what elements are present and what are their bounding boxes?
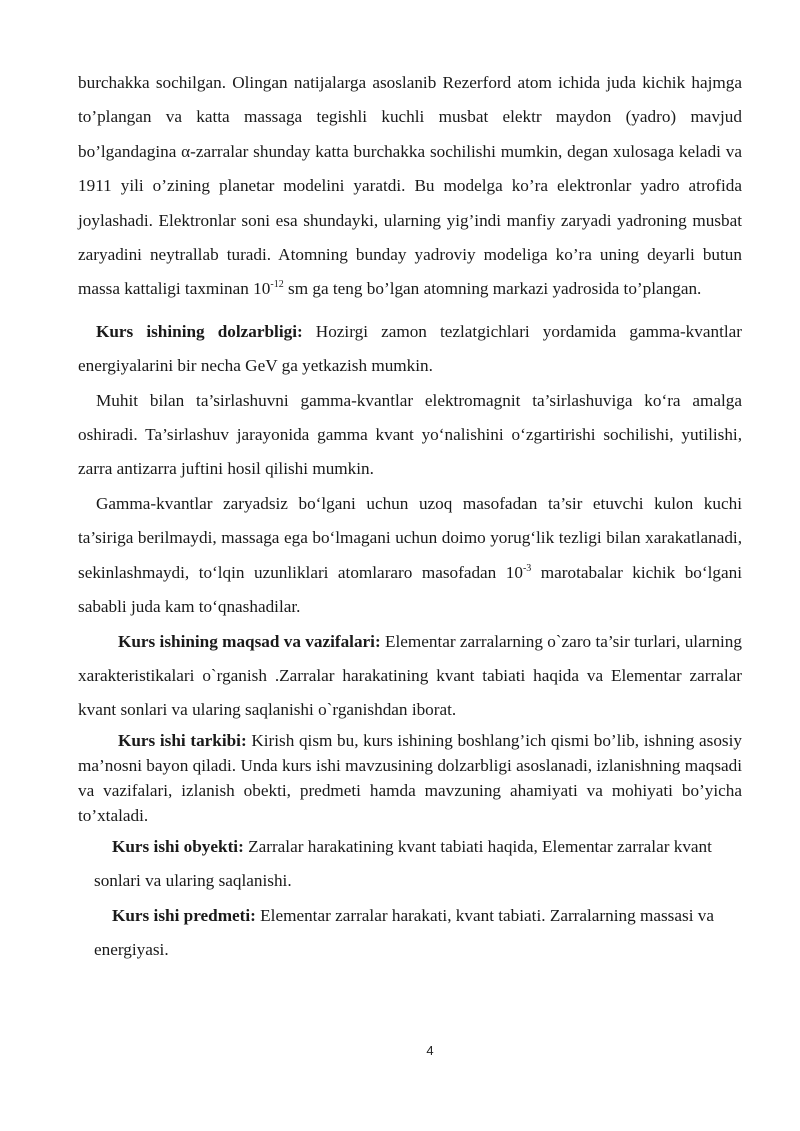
paragraph-text: Gamma-kvantlar zaryadsiz bo‘lgani uchun uzoq masofadan ta’sir etuvchi kulon kuchi ta’siriga berilmaydi, massaga ega bo‘lmagani uchun doimo yorug‘lik tezligi bilan xarakatlanadi, sekinlashmaydi, to‘lqin uzunliklari atomlararo masofadan 10 [78,493,742,582]
section-label-relevance: Kurs ishining dolzarbligi: [96,321,303,341]
paragraph-structure [78,728,742,828]
section-label-object: Kurs ishi obyekti: [112,836,244,856]
paragraph-text: Zarralar harakatining kvant tabiati haqida, Elementar zarralar kvant sonlari va ularing saqlanishi. [94,836,712,891]
section-label-goals: Kurs ishining maqsad va vazifalari: [118,631,381,651]
paragraph-subject [94,899,734,968]
paragraph-object [94,830,734,899]
paragraph-text: Muhit bilan ta’sirlashuvni gamma-kvantlar elektromagnit ta’sirlashuviga ko‘ra amalga oshiradi. Ta’sirlashuv jarayonida gamma kvant yo‘nalishini o‘zgartirishi sochilishi, yutilishi, zarra antizarra juftini hosil qilishi mumkin. [78,390,742,479]
paragraph-text: burchakka sochilgan. Olingan natijalarga asoslanib Rezerford atom ichida juda kichik hajmga to’plangan va katta massaga tegishli kuchli musbat elektr maydon (yadro) mavjud bo’lgandagina α-zarralar shunday katta burchakka sochilishi mumkin, degan xulosaga keladi va 1911 yili o’zining planetar modelini yaratdi. Bu modelga ko’ra elektronlar yadro atrofida joylashadi. Elektronlar soni esa shundayki, ularning yig’indi manfiy zaryadi yadroning musbat zaryadini neytrallab turadi. Atomning bunday yadroviy modeliga ko’ra uning deyarli butun massa kattaligi taxminan 10 [78,73,742,299]
objects-block [94,830,734,968]
paragraph-text: Elementar zarralarning o`zaro ta’sir turlari, ularning xarakteristikalari o`rganish .Zarralar harakatining kvant tabiati haqida va Elementar zarralar kvant sonlari va ularing saqlanishi o`rganishdan iborat. [78,631,742,720]
paragraph-text: sm ga teng bo’lgan atomning markazi yadrosida to’plangan. [283,279,702,299]
paragraph-interaction [78,384,742,487]
section-label-structure: Kurs ishi tarkibi: [118,730,247,750]
paragraph-text: Kirish qism bu, kurs ishining boshlang’ich qismi bo’lib, ishning asosiy ma’nosni bayon qiladi. Unda kurs ishi mavzusining dolzarbligi asoslanadi, izlanishning maqsadi va vazifalari, izlanish obekti, predmeti hamda mavzuning ahamiyati va mohiyati bo’yicha to’xtaladi. [78,730,742,825]
paragraph-rutherford-model [78,66,742,307]
superscript-exponent: -3 [522,562,532,574]
page-body [78,66,742,967]
page-number: 4 [426,1043,434,1058]
section-label-subject: Kurs ishi predmeti: [112,905,256,925]
paragraph-gamma-quanta [78,487,742,625]
superscript-exponent: -12 [270,279,284,291]
paragraph-text: Elementar zarralar harakati, kvant tabiati. Zarralarning massasi va energiyasi. [94,905,714,959]
paragraph-relevance [78,315,742,384]
paragraph-text: Hozirgi zamon tezlatgichlari yordamida gamma-kvantlar energiyalarini bir necha GeV ga yetkazish mumkin. [78,321,742,376]
paragraph-goals [78,625,742,728]
paragraph-text: marotabalar kichik bo‘lgani sababli juda kam to‘qnashadilar. [78,562,742,617]
